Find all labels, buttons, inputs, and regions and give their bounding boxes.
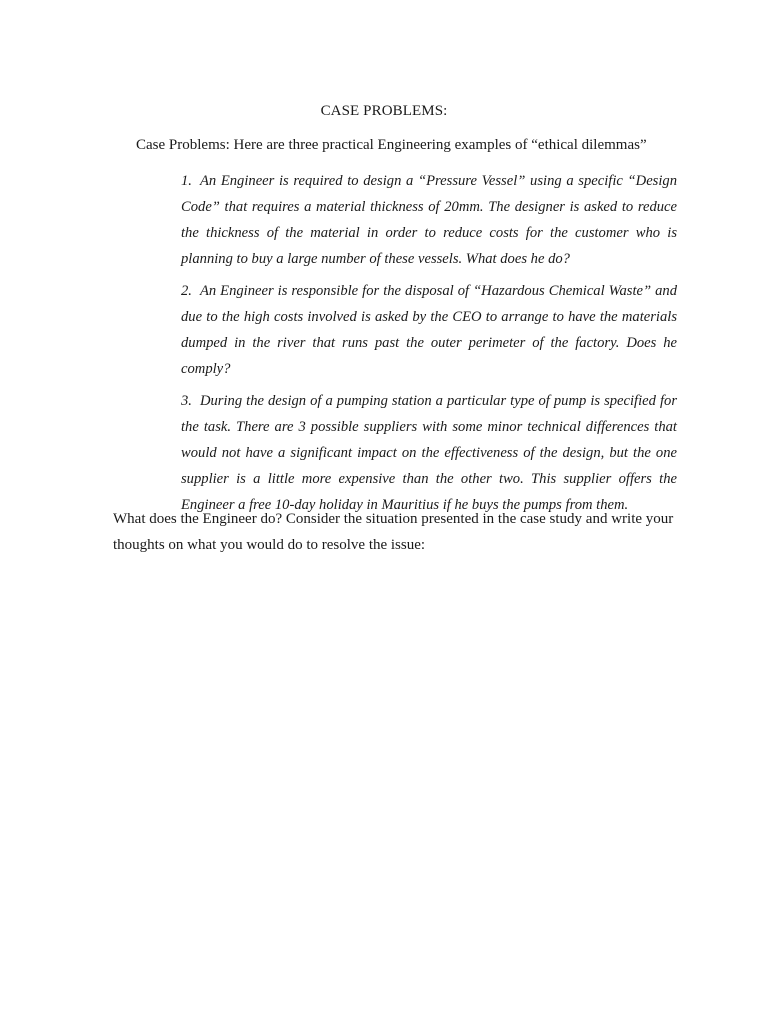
case-number: 1. xyxy=(181,173,192,189)
case-number: 3. xyxy=(181,393,192,409)
page-title: CASE PROBLEMS: xyxy=(320,103,448,119)
closing-paragraph: What does the Engineer do? Consider the situation presented in the case study and write your thoughts on what you would do to resolve the issue: xyxy=(113,511,674,553)
case-item xyxy=(181,278,677,382)
case-item xyxy=(181,388,677,518)
case-text: During the design of a pumping station a particular type of pump is specified for the task. There are 3 possible suppliers with some minor technical differences that would not have a significant impact on the effectiveness of the design, but the one supplier is a little more expensive than the other two. This supplier offers the Engineer a free 10-day holiday in Mauritius if he buys the pumps from them. xyxy=(181,393,677,513)
case-number: 2. xyxy=(181,283,192,299)
intro-paragraph: Case Problems: Here are three practical Engineering examples of “ethical dilemmas” xyxy=(136,137,647,153)
case-text: An Engineer is required to design a “Pressure Vessel” using a specific “Design Code” that requires a material thickness of 20mm. The designer is asked to reduce the thickness of the material in order to reduce costs for the customer who is planning to buy a large number of these vessels. What does he do? xyxy=(181,173,677,267)
case-text: An Engineer is responsible for the disposal of “Hazardous Chemical Waste” and due to the high costs involved is asked by the CEO to arrange to have the materials dumped in the river that runs past the outer perimeter of the factory. Does he comply? xyxy=(181,283,677,377)
case-item xyxy=(181,168,677,272)
case-list xyxy=(181,168,677,524)
